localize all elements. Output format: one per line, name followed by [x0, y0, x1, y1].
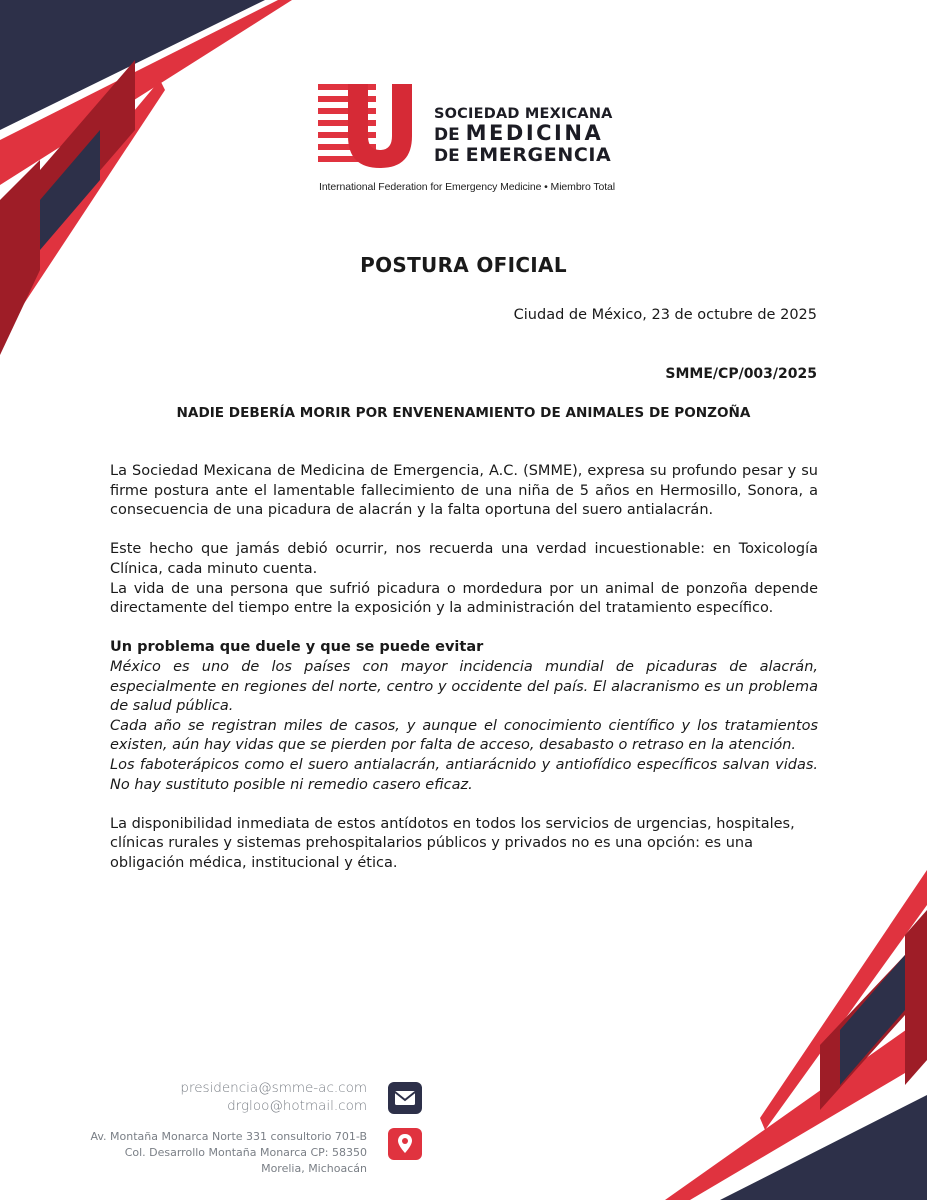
organization-logo — [318, 84, 618, 196]
organization-name — [434, 106, 613, 166]
org-name-line3 — [434, 145, 613, 166]
org-name-line2-prefix: DE — [434, 125, 460, 145]
address-line2: Col. Desarrollo Montaña Monarca CP: 58350 — [124, 1146, 367, 1159]
body-paragraph: La vida de una persona que sufrió picadura o mordedura por un animal de ponzoña depende directamente del tiempo entre la exposición y la administración del tratamiento específico. — [110, 580, 818, 617]
body-paragraph: Este hecho que jamás debió ocurrir, nos recuerda una verdad incuestionable: en Toxicología Clínica, cada minuto cuenta. — [110, 541, 818, 577]
u-logo-mark — [318, 84, 414, 170]
bottom-right-darkred-edge — [905, 910, 927, 1085]
document-body — [110, 462, 818, 873]
address-line3: Morelia, Michoacán — [261, 1162, 367, 1175]
italic-paragraph: Los faboterápicos como el suero antialacrán, antiarácnido y antiofídico específicos salvan vidas. No hay sustituto posible ni remedio casero eficaz. — [110, 756, 818, 793]
map-pin-icon — [388, 1128, 422, 1160]
org-name-line1: SOCIEDAD MEXICANA — [434, 106, 613, 122]
body-paragraph: La Sociedad Mexicana de Medicina de Emergencia, A.C. (SMME), expresa su profundo pesar y su firme postura ante el lamentable fallecimiento de una niña de 5 años en Hermosillo, Sonora, a consecuencia de una picadura de alacrán y la falta oportuna del suero antialacrán. — [110, 463, 818, 519]
envelope-icon — [388, 1082, 422, 1114]
org-name-line2-word: MEDICINA — [465, 121, 604, 145]
org-name-line2 — [434, 123, 613, 145]
org-name-line3-word: EMERGENCIA — [465, 144, 612, 166]
italic-paragraph: México es uno de los países con mayor incidencia mundial de picaduras de alacrán, especialmente en regiones del norte, centro y occidente del país. El alacranismo es un problema de salud pública. — [110, 658, 818, 715]
org-name-line3-prefix: DE — [434, 146, 460, 166]
address-line1: Av. Montaña Monarca Norte 331 consultorio 701-B — [90, 1130, 367, 1143]
closing-paragraph: La disponibilidad inmediata de estos antídotos en todos los servicios de urgencias, hospitales, clínicas rurales y sistemas prehospitalarios públicos y privados no es una opción: es una obligación médica, institucional y ética. — [110, 815, 795, 871]
document-title: POSTURA OFICIAL — [360, 253, 567, 277]
section-heading: Un problema que duele y que se puede evitar — [110, 639, 484, 656]
italic-paragraph: Cada año se registran miles de casos, y aunque el conocimiento científico y los tratamientos existen, aún hay vidas que se pierden por falta de acceso, desabasto o retraso en la atención. — [110, 717, 818, 754]
affiliation-line: International Federation for Emergency Medicine • Miembro Total — [319, 181, 615, 193]
reference-number: SMME/CP/003/2025 — [665, 366, 817, 382]
statement-headline: NADIE DEBERÍA MORIR POR ENVENENAMIENTO DE ANIMALES DE PONZOÑA — [176, 405, 751, 421]
email-primary[interactable]: presidencia@smme-ac.com — [180, 1080, 367, 1096]
date-line: Ciudad de México, 23 de octubre de 2025 — [513, 307, 817, 323]
email-secondary[interactable]: drgloo@hotmail.com — [227, 1098, 367, 1114]
